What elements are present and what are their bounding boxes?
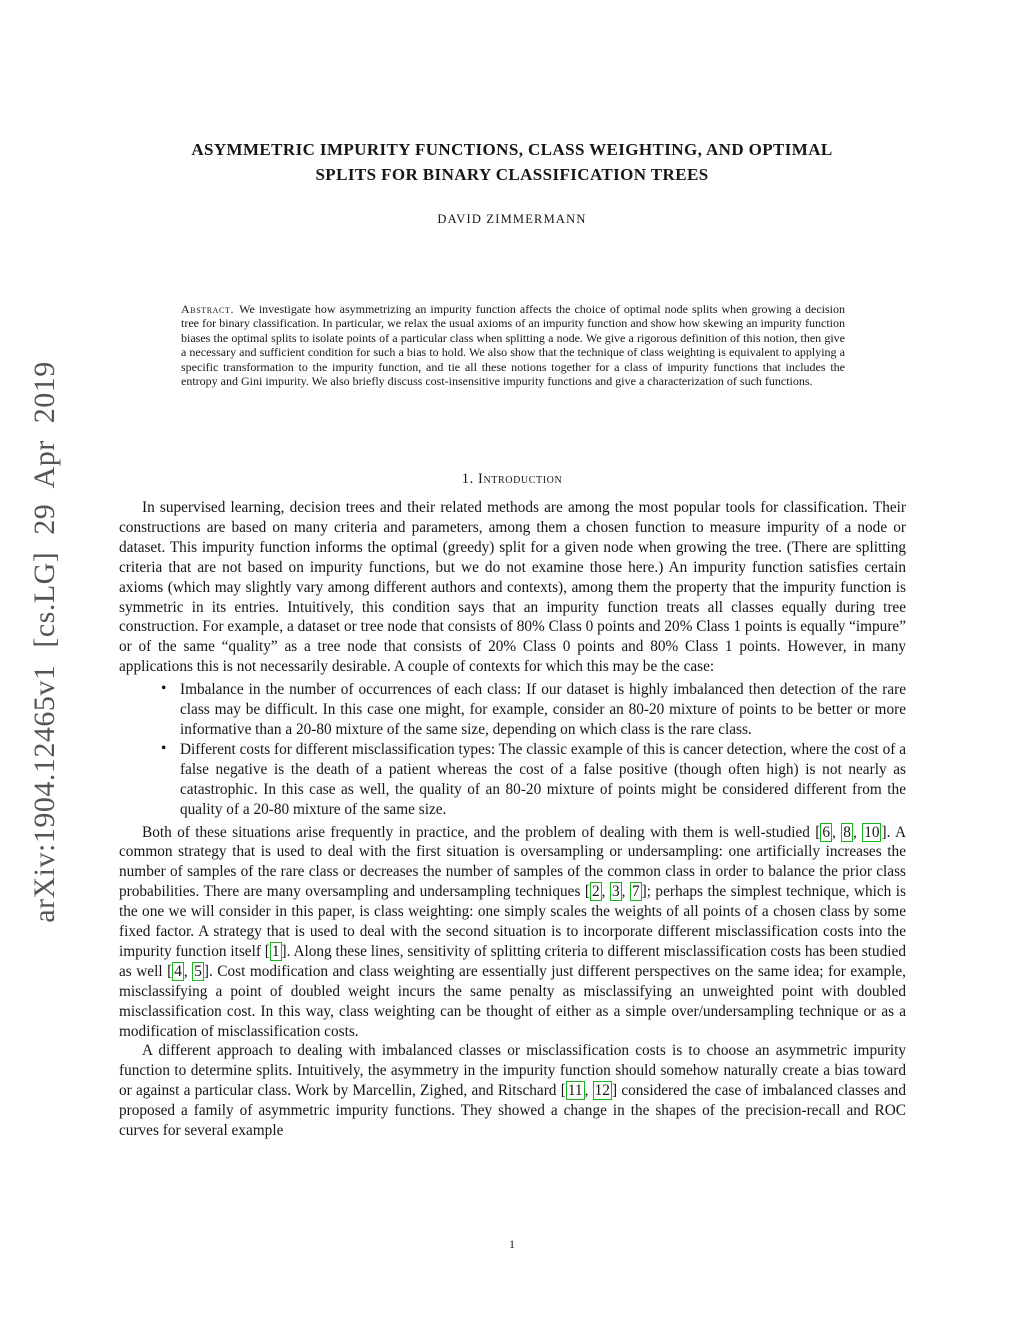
bullet-list [119, 680, 906, 819]
bullet-icon: • [161, 680, 167, 698]
citation-ref[interactable]: 5 [194, 962, 202, 980]
body-column [119, 498, 906, 1141]
arxiv-watermark: arXiv:1904.12465v1 [cs.LG] 29 Apr 2019 [28, 361, 61, 923]
citation-ref[interactable]: 6 [822, 823, 831, 841]
paper-title-line2: SPLITS FOR BINARY CLASSIFICATION TREES [315, 165, 709, 184]
paper-title [60, 137, 964, 187]
text-run: A different approach to dealing with imbalanced classes or misclassification costs is to choose an asymmetric impurity function to determine splits. Intuitively, the asymmetry in the impurity function should somehow naturally create a bias toward or against a particular class. Work by Marcellin, Zighed, and Ritschard [ [119, 1042, 906, 1100]
paragraph-asymmetric-approach [119, 1041, 906, 1141]
paragraph-intro [119, 498, 906, 677]
bullet-icon: • [161, 739, 167, 757]
bullet-text: Different costs for different misclassification types: The classic example of this is cancer detection, where the cost of a false negative is the death of a patient whereas the cost of a false positive (though often high) is not nearly as catastrophic. In this case as well, the quality of an 80-20 mixture of points might be considered different from the quality of a 20-80 mixture of the same size. [180, 740, 906, 818]
citation-ref[interactable]: 10 [864, 823, 880, 841]
text-run: Both of these situations arise frequently in practice, and the problem of dealing with them is well-studied [ [142, 823, 821, 841]
page-number: 1 [509, 1237, 515, 1251]
text-run: , [584, 1082, 593, 1100]
abstract-text: We investigate how asymmetrizing an impurity function affects the choice of optimal node splits when growing a decision tree for binary classification. In particular, we relax the usual axioms of an impurity function and show how skewing an impurity function biases the optimal splits to isolate points of a particular class when splitting a node. We give a rigorous definition of this notion, then give a necessary and sufficient condition for such a bias to hold. We also show that the technique of class weighting is equivalent to applying a specific transformation to the impurity function, and tie all these notions together for a class of impurity functions that includes the entropy and Gini impurity. We also briefly discuss cost-insensitive impurity functions and give a characterization of such functions. [181, 302, 845, 389]
text-run: , [852, 823, 863, 841]
paragraph-strategies [119, 823, 906, 1042]
text-run: ]. A common strategy that is used to deal with the first situation is oversampling or undersampling: one artificially increases the number of samples of the rare class or decreases the number of samples of the common class in order to balance the prior class probabilities. There are many oversampling and undersampling techniques [ [119, 823, 907, 901]
text-run: ]. Along these lines, sensitivity of splitting criteria to different misclassification costs has been studied as well [ [119, 942, 906, 980]
citation-ref[interactable]: 11 [567, 1082, 583, 1100]
text-run: , [621, 883, 630, 901]
author-name: DAVID ZIMMERMANN [437, 212, 587, 226]
paper-title-line1: ASYMMETRIC IMPURITY FUNCTIONS, CLASS WEIGHTING, AND OPTIMAL [191, 140, 833, 159]
citation-ref[interactable]: 4 [174, 962, 182, 980]
text-run: , [183, 962, 193, 980]
text-run: In supervised learning, decision trees and their related methods are among the most popular tools for classification. Their constructions are based on many criteria and parameters, among them a chosen function to measure impurity of a node or dataset. This impurity function informs the optimal (greedy) split for a given node when growing the tree. (There are splitting criteria that are not based on impurity functions, but we do not examine those here.) An impurity function satisfies certain axioms (which may slightly vary among different authors and contexts), among them the property that the impurity function is symmetric in its entries. Intuitively, this condition says that an impurity function treats all classes equally during tree construction. For example, a dataset or tree node that consists of 80% Class 0 points and 20% Class 1 points is equally “impure” or of the same “quality” as a tree node that consists of 20% Class 0 points and 80% Class 1 points. However, in many applications this is not necessarily desirable. A couple of contexts for which this may be the case: [119, 499, 906, 676]
abstract-label: Abstract. [181, 302, 235, 316]
text-run: ] considered the case of imbalanced classes and proposed a family of asymmetric impurity functions. They showed a change in the shapes of the precision-recall and ROC curves for several example [119, 1082, 906, 1140]
abstract-block [181, 302, 845, 388]
text-run: ]; perhaps the simplest technique, which is the one we will consider in this paper, is class weighting: one simply scales the weights of all points of a chosen class by some fixed factor. A strategy that is used to deal with the second situation is to incorporate different misclassification costs into the impurity function itself [ [119, 883, 906, 960]
citation-ref[interactable]: 3 [611, 883, 620, 901]
bullet-item-costs [119, 740, 906, 820]
section-heading-introduction: 1. Introduction [461, 471, 563, 487]
citation-ref[interactable]: 12 [594, 1082, 610, 1100]
citation-ref[interactable]: 2 [592, 883, 600, 901]
text-run: ]. Cost modification and class weighting are essentially just different perspectives on the same idea; for example, misclassifying a point of doubled weight incurs the same penalty as misclassifying an unweighted point with doubled misclassification cost. In this way, class weighting can be thought of either as a simple over/undersampling technique or as a modification of misclassification costs. [119, 962, 906, 1040]
citation-ref[interactable]: 8 [843, 823, 851, 841]
text-run: , [601, 883, 610, 901]
citation-ref[interactable]: 1 [271, 942, 280, 960]
bullet-text: Imbalance in the number of occurrences of each class: If our dataset is highly imbalanced then detection of the rare class may be difficult. In this case one might, for example, consider an 80-20 mixture of points to be better or more informative than a 20-80 mixture of the same size, depending on which class is the rare class. [180, 681, 906, 738]
citation-ref[interactable]: 7 [631, 883, 640, 901]
text-run: , [832, 823, 842, 841]
bullet-item-imbalance [119, 680, 906, 740]
